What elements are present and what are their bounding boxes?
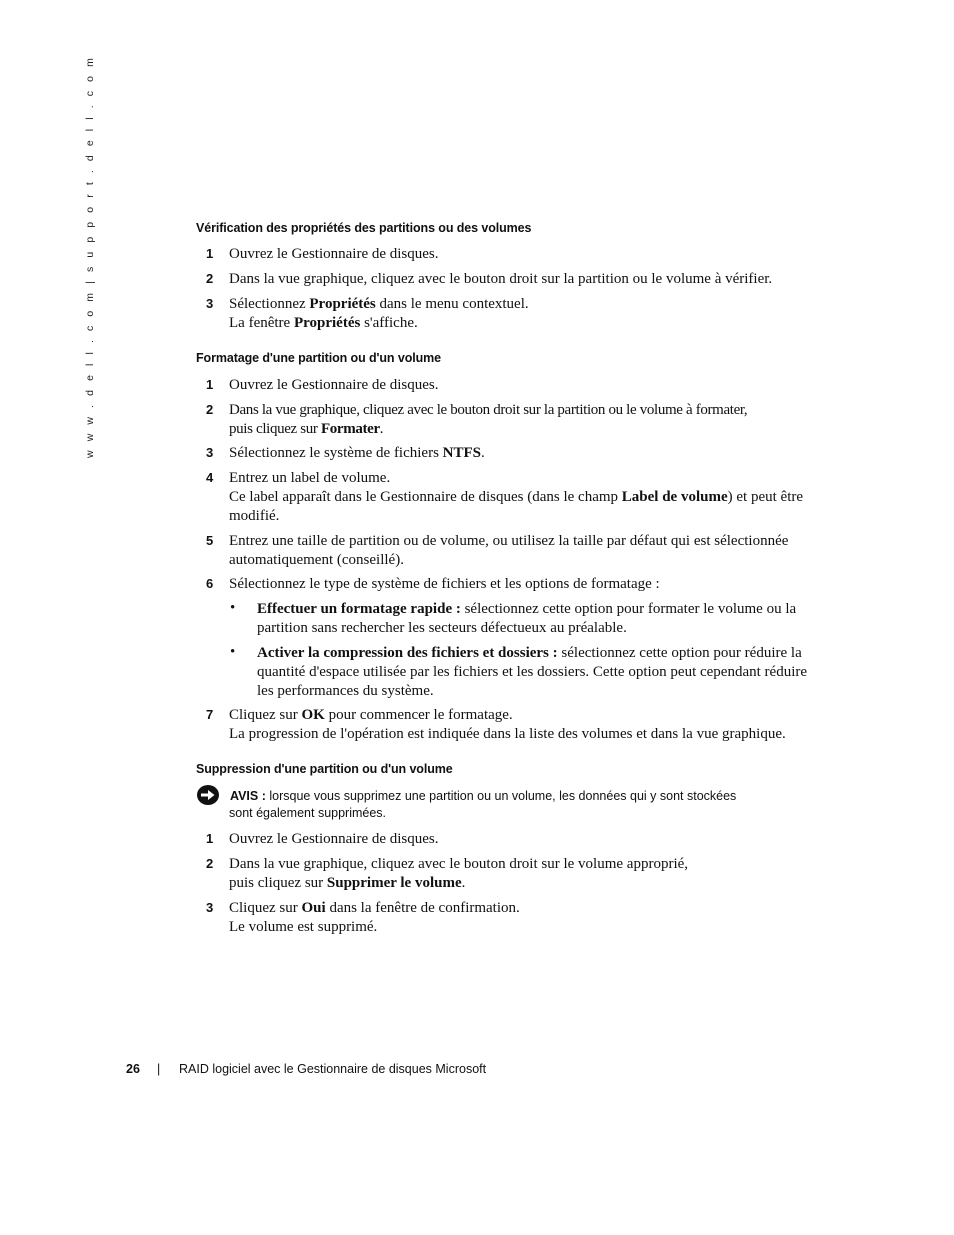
step-text: Ouvrez le Gestionnaire de disques. [229, 831, 439, 847]
heading-format: Formatage d'une partition ou d'un volume [196, 351, 442, 365]
bullet-text: Effectuer un formatage rapide : sélectionnez cette option pour formater le volume ou la partition sans rechercher les secteurs défectueux au préalable. [257, 601, 797, 636]
bullet-text: Activer la compression des fichiers et dossiers : sélectionnez cette option pour réduire la quantité d'espace utilisée par les fichiers et les dossiers. Cette option peut cependant réduire les performances du système. [257, 645, 808, 699]
step-text: Sélectionnez le système de fichiers NTFS. [229, 445, 485, 461]
step-number: 1 [206, 831, 214, 846]
heading-delete: Suppression d'une partition ou d'un volume [196, 762, 453, 776]
step-number: 2 [206, 271, 214, 286]
step-number: 4 [206, 470, 214, 485]
step-text: Dans la vue graphique, cliquez avec le bouton droit sur la partition ou le volume à formater, puis cliquez sur Formater. [229, 402, 748, 437]
step-text: Dans la vue graphique, cliquez avec le bouton droit sur le volume approprié, puis cliquez sur Supprimer le volume. [229, 856, 689, 891]
step-text: Entrez une taille de partition ou de volume, ou utilisez la taille par défaut qui est sélectionnée automatiquement (conseillé). [229, 533, 789, 568]
step-text: Sélectionnez le type de système de fichiers et les options de formatage : [229, 576, 660, 592]
step-text: Sélectionnez Propriétés dans le menu contextuel. La fenêtre Propriétés s'affiche. [229, 296, 529, 331]
page-number: 26 [126, 1062, 140, 1076]
step-number: 2 [206, 856, 214, 871]
button-yes: Oui [301, 900, 326, 916]
bullet-glyph: • [230, 600, 236, 616]
step-text: Cliquez sur OK pour commencer le formatage. La progression de l'opération est indiquée dans la liste des volumes et dans la vue graphique. [229, 707, 786, 742]
option-enable-compression: Activer la compression des fichiers et dossiers : [257, 645, 558, 661]
step-number: 3 [206, 445, 214, 460]
menu-item-properties: Propriétés [309, 296, 376, 312]
step-text: Dans la vue graphique, cliquez avec le bouton droit sur la partition ou le volume à vérifier. [229, 271, 773, 287]
notice-label: AVIS : [230, 789, 266, 803]
notice-text: AVIS : lorsque vous supprimez une partition ou un volume, les données qui y sont stockées sont également supprimées. [229, 789, 737, 820]
side-website-url [84, 55, 100, 458]
step-text: Cliquez sur Oui dans la fenêtre de confirmation. Le volume est supprimé. [229, 900, 520, 935]
option-quick-format: Effectuer un formatage rapide : [257, 601, 461, 617]
step-text: Entrez un label de volume. Ce label apparaît dans le Gestionnaire de disques (dans le champ Label de volume) et peut être modifié. [229, 470, 804, 524]
step-number: 1 [206, 246, 214, 261]
heading-verify-properties: Vérification des propriétés des partitions ou des volumes [196, 221, 532, 235]
notice-arrow-icon [196, 784, 220, 808]
step-number: 3 [206, 900, 214, 915]
menu-item-format: Formater [320, 421, 380, 437]
step-text: Ouvrez le Gestionnaire de disques. [229, 377, 439, 393]
step-number: 5 [206, 533, 214, 548]
step-number: 2 [206, 402, 214, 417]
step-text: Ouvrez le Gestionnaire de disques. [229, 246, 439, 262]
footer-separator: | [157, 1062, 161, 1076]
button-ok: OK [301, 707, 325, 723]
side-url-text: w w w . d e l l . c o m | s u p p o r t . d e l l . c o m [84, 55, 96, 458]
bullet-glyph: • [230, 644, 236, 660]
step-number: 6 [206, 576, 214, 591]
step-number: 3 [206, 296, 214, 311]
field-volume-label: Label de volume [621, 489, 728, 505]
step-number: 7 [206, 707, 214, 722]
step-number: 1 [206, 377, 214, 392]
filesystem-ntfs: NTFS [442, 445, 482, 461]
footer-title: RAID logiciel avec le Gestionnaire de disques Microsoft [179, 1062, 487, 1076]
window-name-properties: Propriétés [293, 315, 361, 331]
menu-item-delete-volume: Supprimer le volume [326, 875, 462, 891]
